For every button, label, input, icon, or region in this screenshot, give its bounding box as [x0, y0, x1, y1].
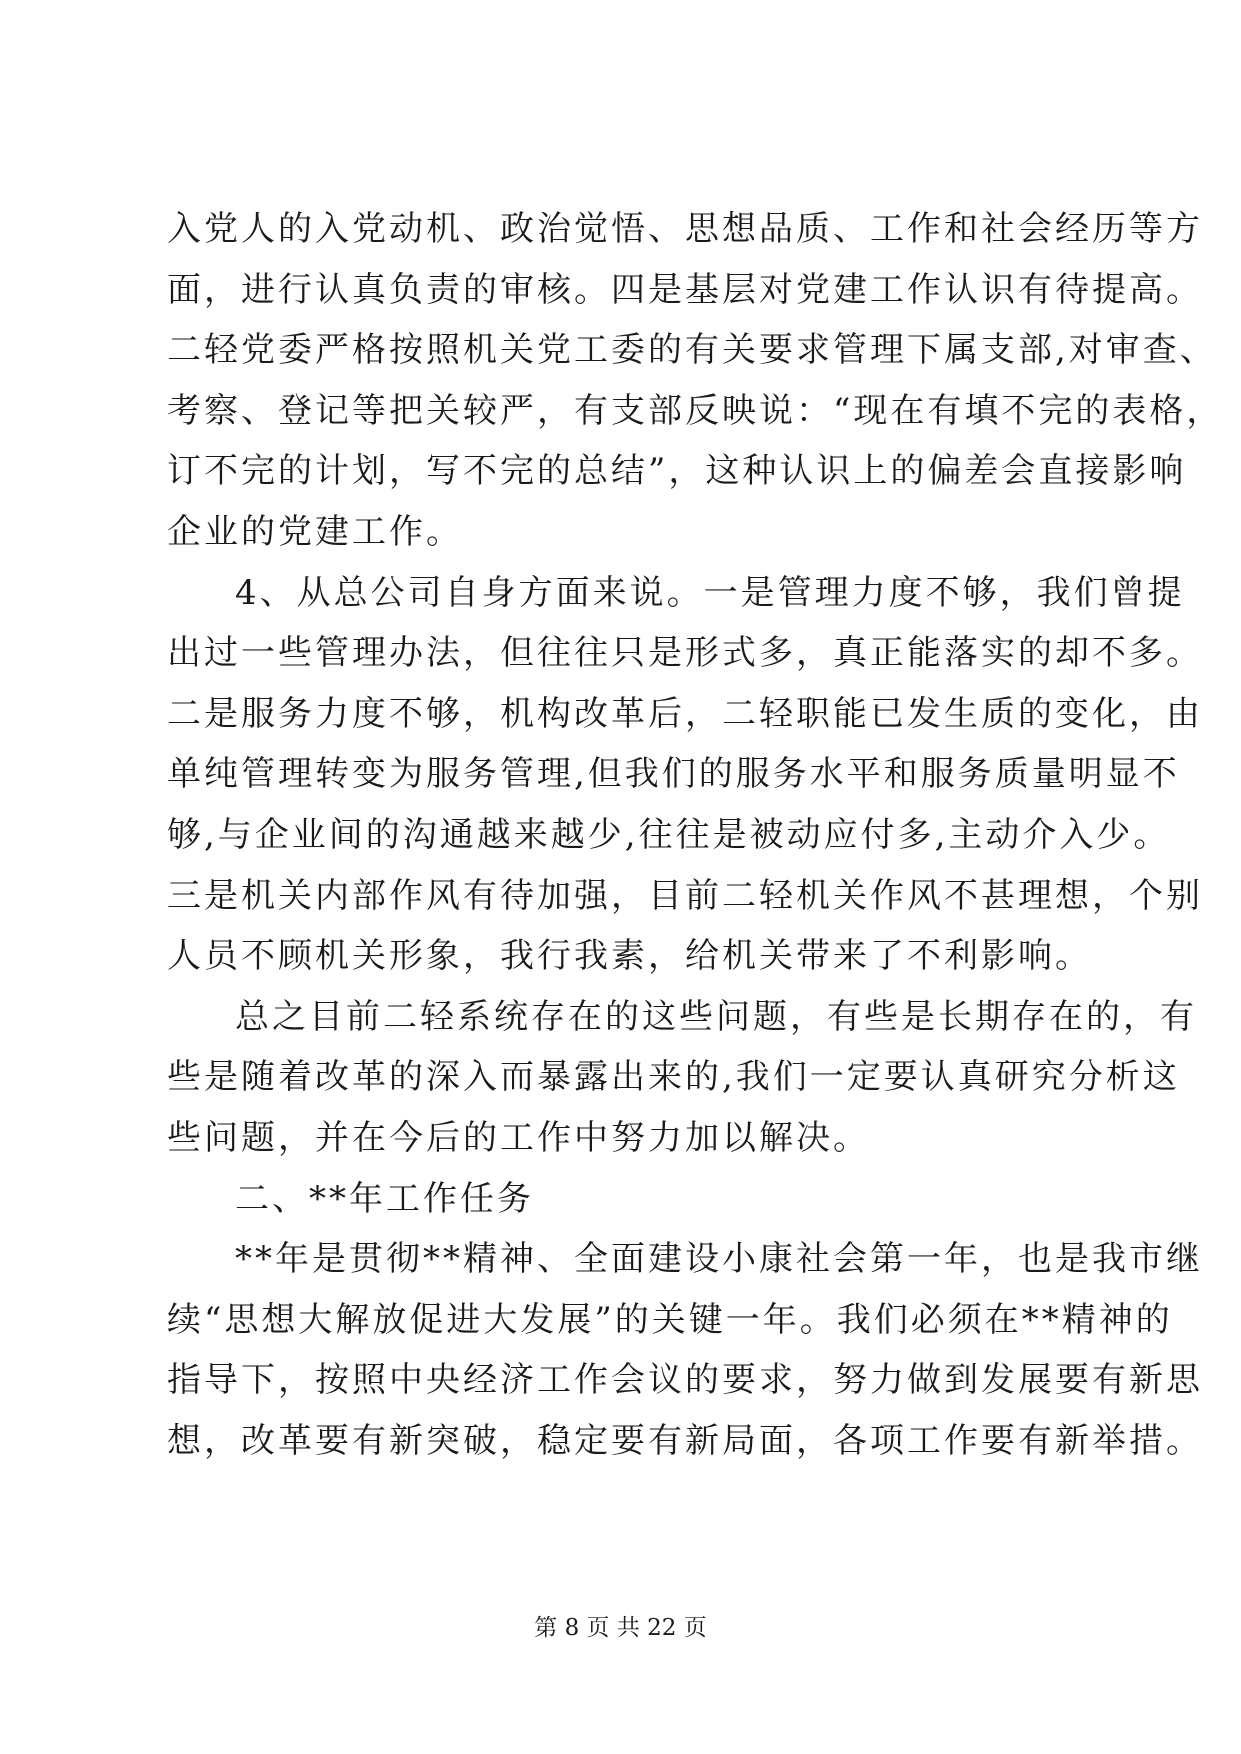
text-line: 单纯管理转变为服务管理,但我们的服务水平和服务质量明显不	[167, 754, 1180, 795]
text-line: 二轻党委严格按照机关党工委的有关要求管理下属支部,对审查、	[167, 330, 1217, 371]
text-line: 些问题，并在今后的工作中努力加以解决。	[167, 1118, 870, 1158]
text-line: 续“思想大解放促进大发展”的关键一年。我们必须在**精神的	[167, 1299, 1173, 1340]
text-line: 考察、登记等把关较严，有支部反映说：“现在有填不完的表格，	[167, 390, 1224, 431]
text-line: 面，进行认真负责的审核。四是基层对党建工作认识有待提高。	[167, 269, 1203, 310]
text-line: 订不完的计划，写不完的总结”，这种认识上的偏差会直接影响	[167, 451, 1187, 492]
text-line: 三是机关内部作风有待加强，目前二轻机关作风不甚理想，个别	[167, 875, 1203, 916]
text-line: 二是服务力度不够，机构改革后，二轻职能已发生质的变化，由	[167, 693, 1203, 734]
text-line: 些是随着改革的深入而暴露出来的,我们一定要认真研究分析这	[167, 1057, 1180, 1098]
paragraph-start-line: 总之目前二轻系统存在的这些问题，有些是长期存在的，有	[235, 996, 1197, 1037]
text-line: 指导下，按照中央经济工作会议的要求，努力做到发展要有新思	[167, 1360, 1203, 1401]
paragraph-start-line: 4、从总公司自身方面来说。一是管理力度不够，我们曾提	[235, 572, 1185, 613]
text-line: 入党人的入党动机、政治觉悟、思想品质、工作和社会经历等方	[167, 209, 1203, 249]
page-number-footer: 第 8 页 共 22 页	[534, 1615, 707, 1641]
text-line: 人员不顾机关形象，我行我素，给机关带来了不利影响。	[167, 936, 1092, 977]
text-line: 够,与企业间的沟通越来越少,往往是被动应付多,主动介入少。	[167, 815, 1171, 855]
paragraph-start-line: **年是贯彻**精神、全面建设小康社会第一年，也是我市继	[235, 1239, 1203, 1280]
text-line: 企业的党建工作。	[167, 512, 463, 552]
text-line: 想，改革要有新突破，稳定要有新局面，各项工作要有新举措。	[167, 1421, 1203, 1461]
section-heading: 二、**年工作任务	[235, 1178, 534, 1219]
text-line: 出过一些管理办法，但往往只是形式多，真正能落实的却不多。	[167, 633, 1203, 674]
